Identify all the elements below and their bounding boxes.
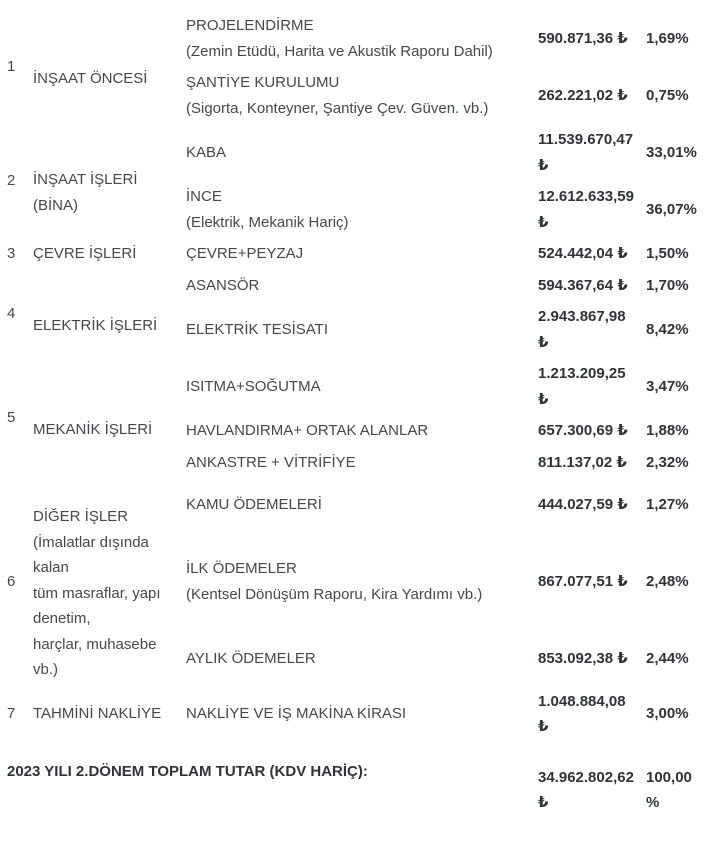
category-cell: ELEKTRİK İŞLERİ <box>33 316 158 334</box>
amount-cell: 1.048.884,08 ₺ <box>538 692 626 735</box>
row-number-cell: 4 <box>7 305 16 322</box>
amount-cell: 444.027,59 ₺ <box>538 496 628 514</box>
table-row <box>7 358 706 415</box>
category-cell: İNŞAAT İŞLERİ (BİNA) <box>33 171 138 214</box>
percent-cell: 8,42% <box>646 320 689 338</box>
percent-cell: 1,88% <box>646 422 689 439</box>
amount-cell: 524.442,04 ₺ <box>538 245 628 262</box>
subitem-cell: ŞANTİYE KURULUMU (Sigorta, Konteyner, Şantiye Çev. Güven. vb.) <box>186 74 489 117</box>
row-number-cell: 3 <box>7 245 16 262</box>
subitem-cell: KAMU ÖDEMELERİ <box>186 496 322 514</box>
category-cell: MEKANİK İŞLERİ <box>33 420 153 438</box>
table-row <box>7 686 706 743</box>
subitem-cell: İLK ÖDEMELER (Kentsel Dönüşüm Raporu, Kira Yardımı vb.) <box>186 560 483 603</box>
table-row <box>7 124 706 181</box>
percent-cell: 36,07% <box>646 200 697 218</box>
subitem-cell: HAVLANDIRMA+ ORTAK ALANLAR <box>186 422 429 439</box>
percent-cell: 1,27% <box>646 496 689 514</box>
percent-cell: 33,01% <box>646 143 697 161</box>
amount-cell: 1.213.209,25 ₺ <box>538 365 626 408</box>
total-row <box>7 743 706 836</box>
subitem-cell: PROJELENDİRME (Zemin Etüdü, Harita ve Akustik Raporu Dahil) <box>186 17 493 60</box>
category-cell: DİĞER İŞLER (İmalatlar dışında kalan tüm masraflar, yapı denetim, harçlar, muhasebe vb.) <box>33 508 161 678</box>
cost-table-footer <box>7 743 706 836</box>
amount-cell: 853.092,38 ₺ <box>538 649 628 667</box>
amount-cell: 811.137,02 ₺ <box>538 453 627 471</box>
subitem-cell: ASANSÖR <box>186 276 260 294</box>
amount-cell: 262.221,02 ₺ <box>538 86 628 104</box>
percent-cell: 2,48% <box>646 573 689 590</box>
category-cell: İNŞAAT ÖNCESİ <box>33 69 148 87</box>
percent-cell: 3,47% <box>646 377 689 395</box>
category-cell: TAHMİNİ NAKLİYE <box>33 705 162 723</box>
subitem-cell: ANKASTRE + VİTRİFİYE <box>186 453 356 471</box>
row-number-cell: 1 <box>7 58 16 76</box>
subitem-cell: ÇEVRE+PEYZAJ <box>186 245 304 262</box>
percent-cell: 3,00% <box>646 705 689 723</box>
subitem-cell: İNCE (Elektrik, Mekanik Hariç) <box>186 188 349 231</box>
table-row <box>7 10 706 67</box>
table-row <box>7 478 706 532</box>
table-row <box>7 270 706 302</box>
amount-cell: 867.077,51 ₺ <box>538 573 628 590</box>
amount-cell: 590.871,36 ₺ <box>538 29 628 47</box>
percent-cell: 1,50% <box>646 245 689 262</box>
percent-cell: 1,70% <box>646 276 689 294</box>
category-cell: ÇEVRE İŞLERİ <box>33 245 137 262</box>
row-number-cell: 6 <box>7 573 16 590</box>
amount-cell: 594.367,64 ₺ <box>538 276 628 294</box>
total-percent-cell: 100,00 % <box>646 768 692 811</box>
cost-table-body <box>7 10 706 743</box>
subitem-cell: AYLIK ÖDEMELER <box>186 649 316 667</box>
subitem-cell: KABA <box>186 143 227 161</box>
row-number-cell: 2 <box>7 172 16 190</box>
amount-cell: 657.300,69 ₺ <box>538 422 628 439</box>
amount-cell: 12.612.633,59 ₺ <box>538 188 634 231</box>
row-number-cell: 5 <box>7 409 16 427</box>
amount-cell: 11.539.670,47 ₺ <box>538 131 634 174</box>
percent-cell: 1,69% <box>646 29 689 47</box>
total-label: 2023 YILI 2.DÖNEM TOPLAM TUTAR (KDV HARİÇ): <box>7 762 368 780</box>
row-number-cell: 7 <box>7 705 16 723</box>
total-amount-cell: 34.962.802,62 ₺ <box>538 768 634 811</box>
subitem-cell: ISITMA+SOĞUTMA <box>186 377 321 395</box>
subitem-cell: NAKLİYE VE İŞ MAKİNA KİRASI <box>186 705 407 723</box>
subitem-cell: ELEKTRİK TESİSATI <box>186 320 328 338</box>
percent-cell: 0,75% <box>646 86 689 104</box>
cost-breakdown-table <box>7 10 706 836</box>
percent-cell: 2,44% <box>646 649 689 667</box>
table-row <box>7 238 706 270</box>
percent-cell: 2,32% <box>646 453 689 471</box>
amount-cell: 2.943.867,98 ₺ <box>538 308 626 351</box>
